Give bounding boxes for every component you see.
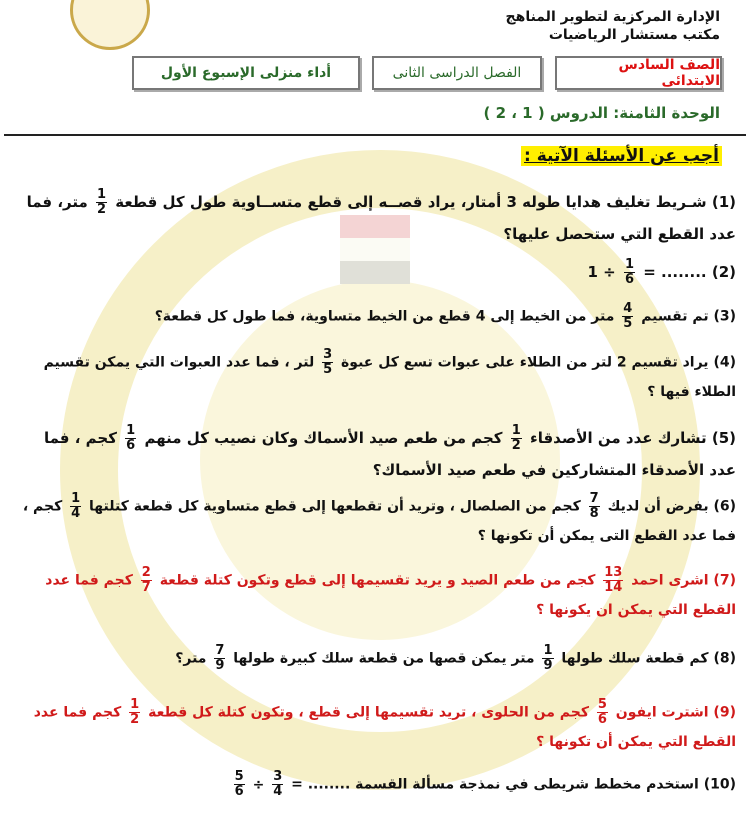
term-box: الفصل الدراسى الثانى [372, 56, 542, 90]
question-6: (6) بفرض أن لديك $\frac{7}{8}$ كجم من الصلصال ، وتريد أن تقطعها إلى قطع متساوية كل قطعة كتلتها $\frac{1}{4}$ كجم ، فما عدد القطع التى يمكن أن تكونها ؟ [22, 491, 736, 544]
question-7: (7) اشرى احمد $\frac{13}{14}$ كجم من طعم الصيد و يريد تقسيمها إلى قطع وتكون كتلة قطعة $\frac{2}{7}$ كجم فما عدد القطع التي يمكن ان يكونها ؟ [45, 565, 736, 618]
question-10: (10) استخدم مخطط شريطى في نمذجة مسألة القسمة ........ = $\frac{5}{6}$ ÷ $\frac{3}{4}$ [234, 769, 736, 799]
header-line-1: الإدارة المركزية لتطوير المناهج [505, 9, 720, 25]
unit-title: الوحدة الثامنة: الدروس ( 1 ، 2 ) [483, 104, 720, 122]
header-line-2: مكتب مستشار الرياضيات [548, 27, 720, 43]
question-9: (9) اشترت ايفون $\frac{5}{6}$ كجم من الحلوى ، تريد تقسيمها إلى قطع ، وتكون كتلة كل قطعة $\frac{1}{2}$ كجم فما عدد القطع التي يمكن أن تكونها ؟ [33, 697, 736, 750]
question-2: (2) 1 ÷ $\frac{1}{6}$ = ........ [587, 257, 736, 287]
question-8: (8) كم قطعة سلك طولها $\frac{1}{9}$ متر يمكن قصها من قطعة سلك كبيرة طولها $\frac{7}{9}$ متر؟ [175, 643, 736, 673]
question-5: (5) تشارك عدد من الأصدقاء $\frac{1}{2}$ كجم من طعم صيد الأسماك وكان نصيب كل منهم $\frac{1}{6}$ كجم ، فما عدد الأصدقاء المتشاركين في طعم صيد الأسماك؟ [43, 423, 736, 479]
question-3: (3) تم تقسيم $\frac{4}{5}$ متر من الخيط إلى 4 قطع من الخيط متساوية، فما طول كل قطعة؟ [154, 301, 736, 331]
divider [4, 134, 746, 136]
instruction: أجب عن الأسئلة الآتية : [521, 146, 722, 166]
question-4: (4) يراد تقسيم 2 لتر من الطلاء على عبوات تسع كل عبوة $\frac{3}{5}$ لتر ، فما عدد العبوات التي يمكن تقسيم الطلاء فيها ؟ [43, 347, 736, 400]
title-box: أداء منزلى الإسبوع الأول [132, 56, 360, 90]
ministry-logo [70, 0, 150, 50]
question-1: (1) شـريط تغليف هدايا طوله 3 أمتار، يراد قصــه إلى قطع متســاوية طول كل قطعة $\frac{1}{2}$ متر، فما عدد القطع التي ستحصل عليها؟ [26, 187, 736, 243]
grade-box: الصف السادس الابتدائى [555, 56, 722, 90]
header [506, 8, 720, 44]
